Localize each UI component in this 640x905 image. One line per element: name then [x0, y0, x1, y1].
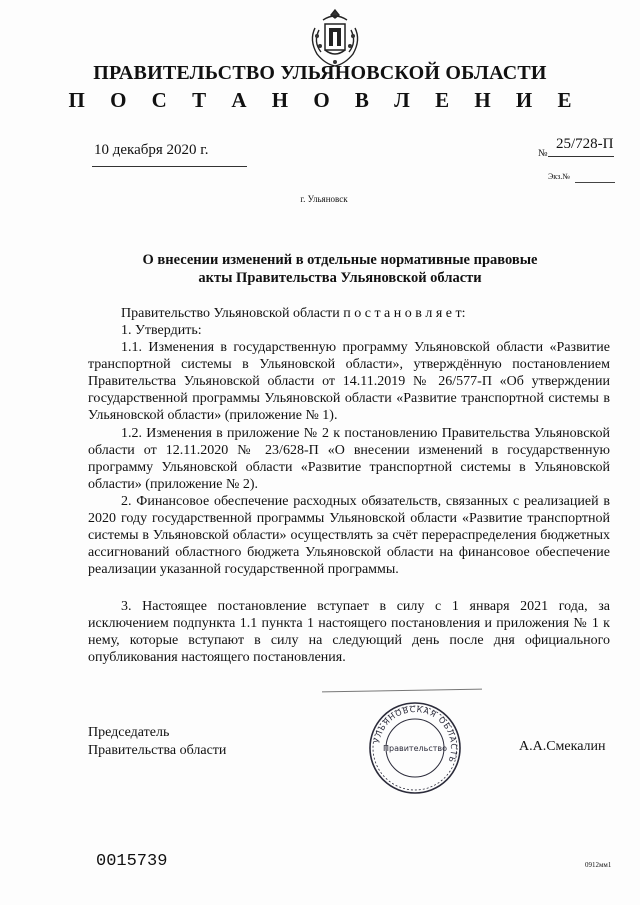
intro-paragraph: Правительство Ульяновской области п о с т а н о в л я е т: [121, 306, 466, 321]
government-title: ПРАВИТЕЛЬСТВО УЛЬЯНОВСКОЙ ОБЛАСТИ [93, 62, 547, 84]
document-heading: О внесении изменений в отдельные нормативные правовые акты Правительства Ульяновской области [142, 252, 538, 286]
footer-code: 0912мм1 [585, 861, 612, 869]
signer-name: А.А.Смекалин [519, 739, 606, 754]
document-type: П О С Т А Н О В Л Е Н И Е [68, 88, 582, 112]
item-1-1-paragraph: 1.1. Изменения в государственную программу Ульяновской области «Развитие транспортной системы в Ульяновской области», утверждённую постановлением Правительства Ульяновской области от 14.11.2019 № 26/577-П «Об утверждении государственной программы Ульяновской области «Развитие транспортной системы в Ульяновской области» (приложение № 1). [88, 340, 610, 423]
item-3-paragraph: 3. Настоящее постановление вступает в силу с 1 января 2021 года, за исключением подпункта 1.1 пункта 1 настоящего постановления и приложения № 1 к нему, которые вступают в силу на следующий день после дня официального опубликования настоящего постановления. [88, 599, 610, 665]
signer-title-line-1: Председатель [88, 725, 170, 740]
city: г. Ульяновск [300, 194, 348, 204]
svg-text:УЛЬЯНОВСКАЯ ОБЛАСТЬ: УЛЬЯНОВСКАЯ ОБЛАСТЬ [372, 704, 459, 765]
official-seal [367, 700, 463, 796]
item-1-title: 1. Утвердить: [121, 323, 202, 338]
date-underline [92, 166, 247, 167]
document-date: 10 декабря 2020 г. [94, 142, 209, 158]
signer-title-line-2: Правительства области [88, 743, 227, 758]
copy-number-underline [575, 182, 615, 183]
item-2-paragraph: 2. Финансовое обеспечение расходных обязательств, связанных с реализацией в 2020 году государственной программы Ульяновской области «Развитие транспортной системы в Ульяновской области» осуществлять за счёт перераспределения бюджетных ассигнований областного бюджета Ульяновской области на финансовое обеспечение реализации указанной государственной программы. [88, 494, 610, 577]
registration-number: 0015739 [96, 852, 168, 871]
number-underline [548, 156, 614, 157]
coat-of-arms-icon [303, 6, 367, 70]
number-prefix: № [538, 148, 548, 159]
item-1-2-paragraph: 1.2. Изменения в приложение № 2 к постановлению Правительства Ульяновской области от 12.11.2020 № 23/628-П «О внесении изменений в государственную программу Ульяновской области «Развитие транспортной системы в Ульяновской области» (приложение № 2). [88, 426, 610, 492]
copy-number-label: Экз.№ [548, 172, 570, 181]
signer-title [88, 724, 226, 760]
signature-line [322, 689, 482, 693]
svg-text:Правительство: Правительство [383, 744, 447, 753]
document-number: 25/728-П [556, 136, 614, 152]
